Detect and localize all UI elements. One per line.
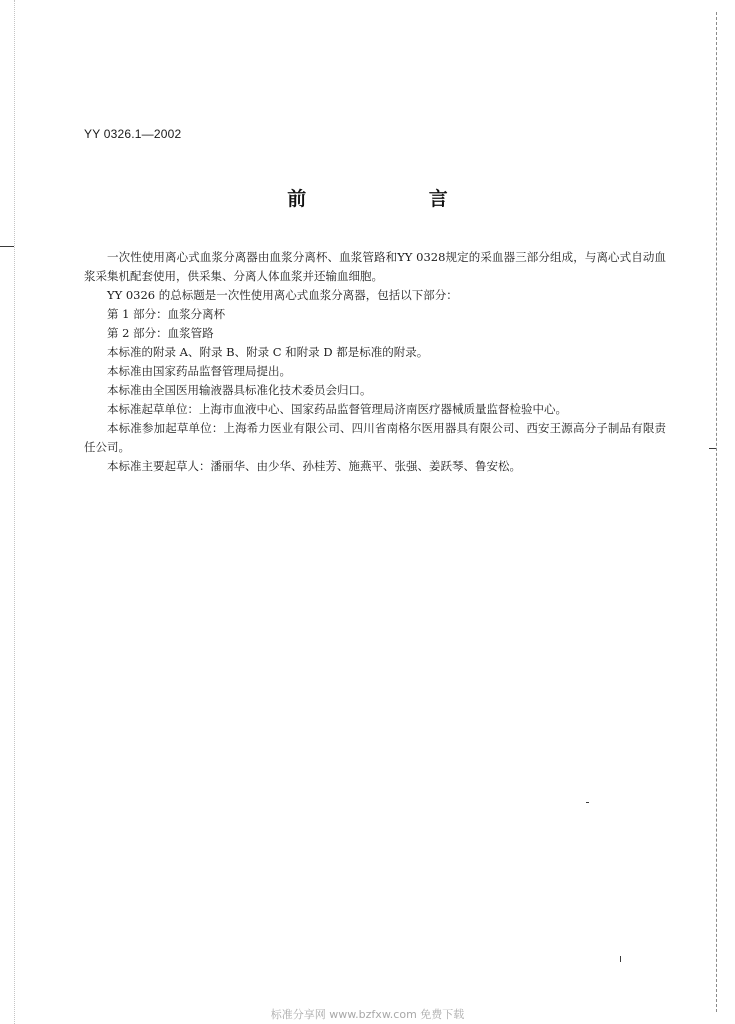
footer-watermark: 标准分享网 www.bzfxw.com 免费下载 bbox=[270, 1008, 465, 1021]
paragraph: 本标准由全国医用输液器具标准化技术委员会归口。 bbox=[107, 383, 372, 397]
paragraph: 本标准参加起草单位：上海希力医业有限公司、四川省南格尔医用器具有限公司、西安王源高分子制品有限责任公司。 bbox=[84, 421, 666, 454]
scan-mark bbox=[0, 246, 14, 247]
paragraph: 本标准由国家药品监督管理局提出。 bbox=[107, 364, 291, 378]
scan-edge-right bbox=[716, 12, 717, 1012]
paragraph: 第 1 部分：血浆分离杯 bbox=[107, 307, 226, 321]
paragraph: 本标准起草单位：上海市血液中心、国家药品监督管理局济南医疗器械质量监督检验中心。 bbox=[107, 402, 567, 416]
page-title: 前 言 bbox=[287, 188, 506, 210]
scan-mark bbox=[620, 956, 621, 962]
scan-edge-left bbox=[14, 0, 15, 1024]
paragraph: 本标准主要起草人：潘丽华、由少华、孙桂芳、施燕平、张强、姜跃琴、鲁安松。 bbox=[107, 459, 521, 473]
paragraph: 本标准的附录 A、附录 B、附录 C 和附录 D 都是标准的附录。 bbox=[107, 345, 429, 359]
body-text bbox=[84, 248, 666, 476]
paragraph: 第 2 部分：血浆管路 bbox=[107, 326, 214, 340]
paragraph: YY 0326 的总标题是一次性使用离心式血浆分离器，包括以下部分： bbox=[107, 288, 458, 302]
scan-mark bbox=[709, 448, 716, 449]
scan-mark bbox=[586, 802, 589, 803]
paragraph: 一次性使用离心式血浆分离器由血浆分离杯、血浆管路和YY 0328规定的采血器三部分组成，与离心式自动血浆采集机配套使用，供采集、分离人体血浆并还输血细胞。 bbox=[84, 250, 666, 283]
standard-number: YY 0326.1—2002 bbox=[84, 127, 182, 141]
